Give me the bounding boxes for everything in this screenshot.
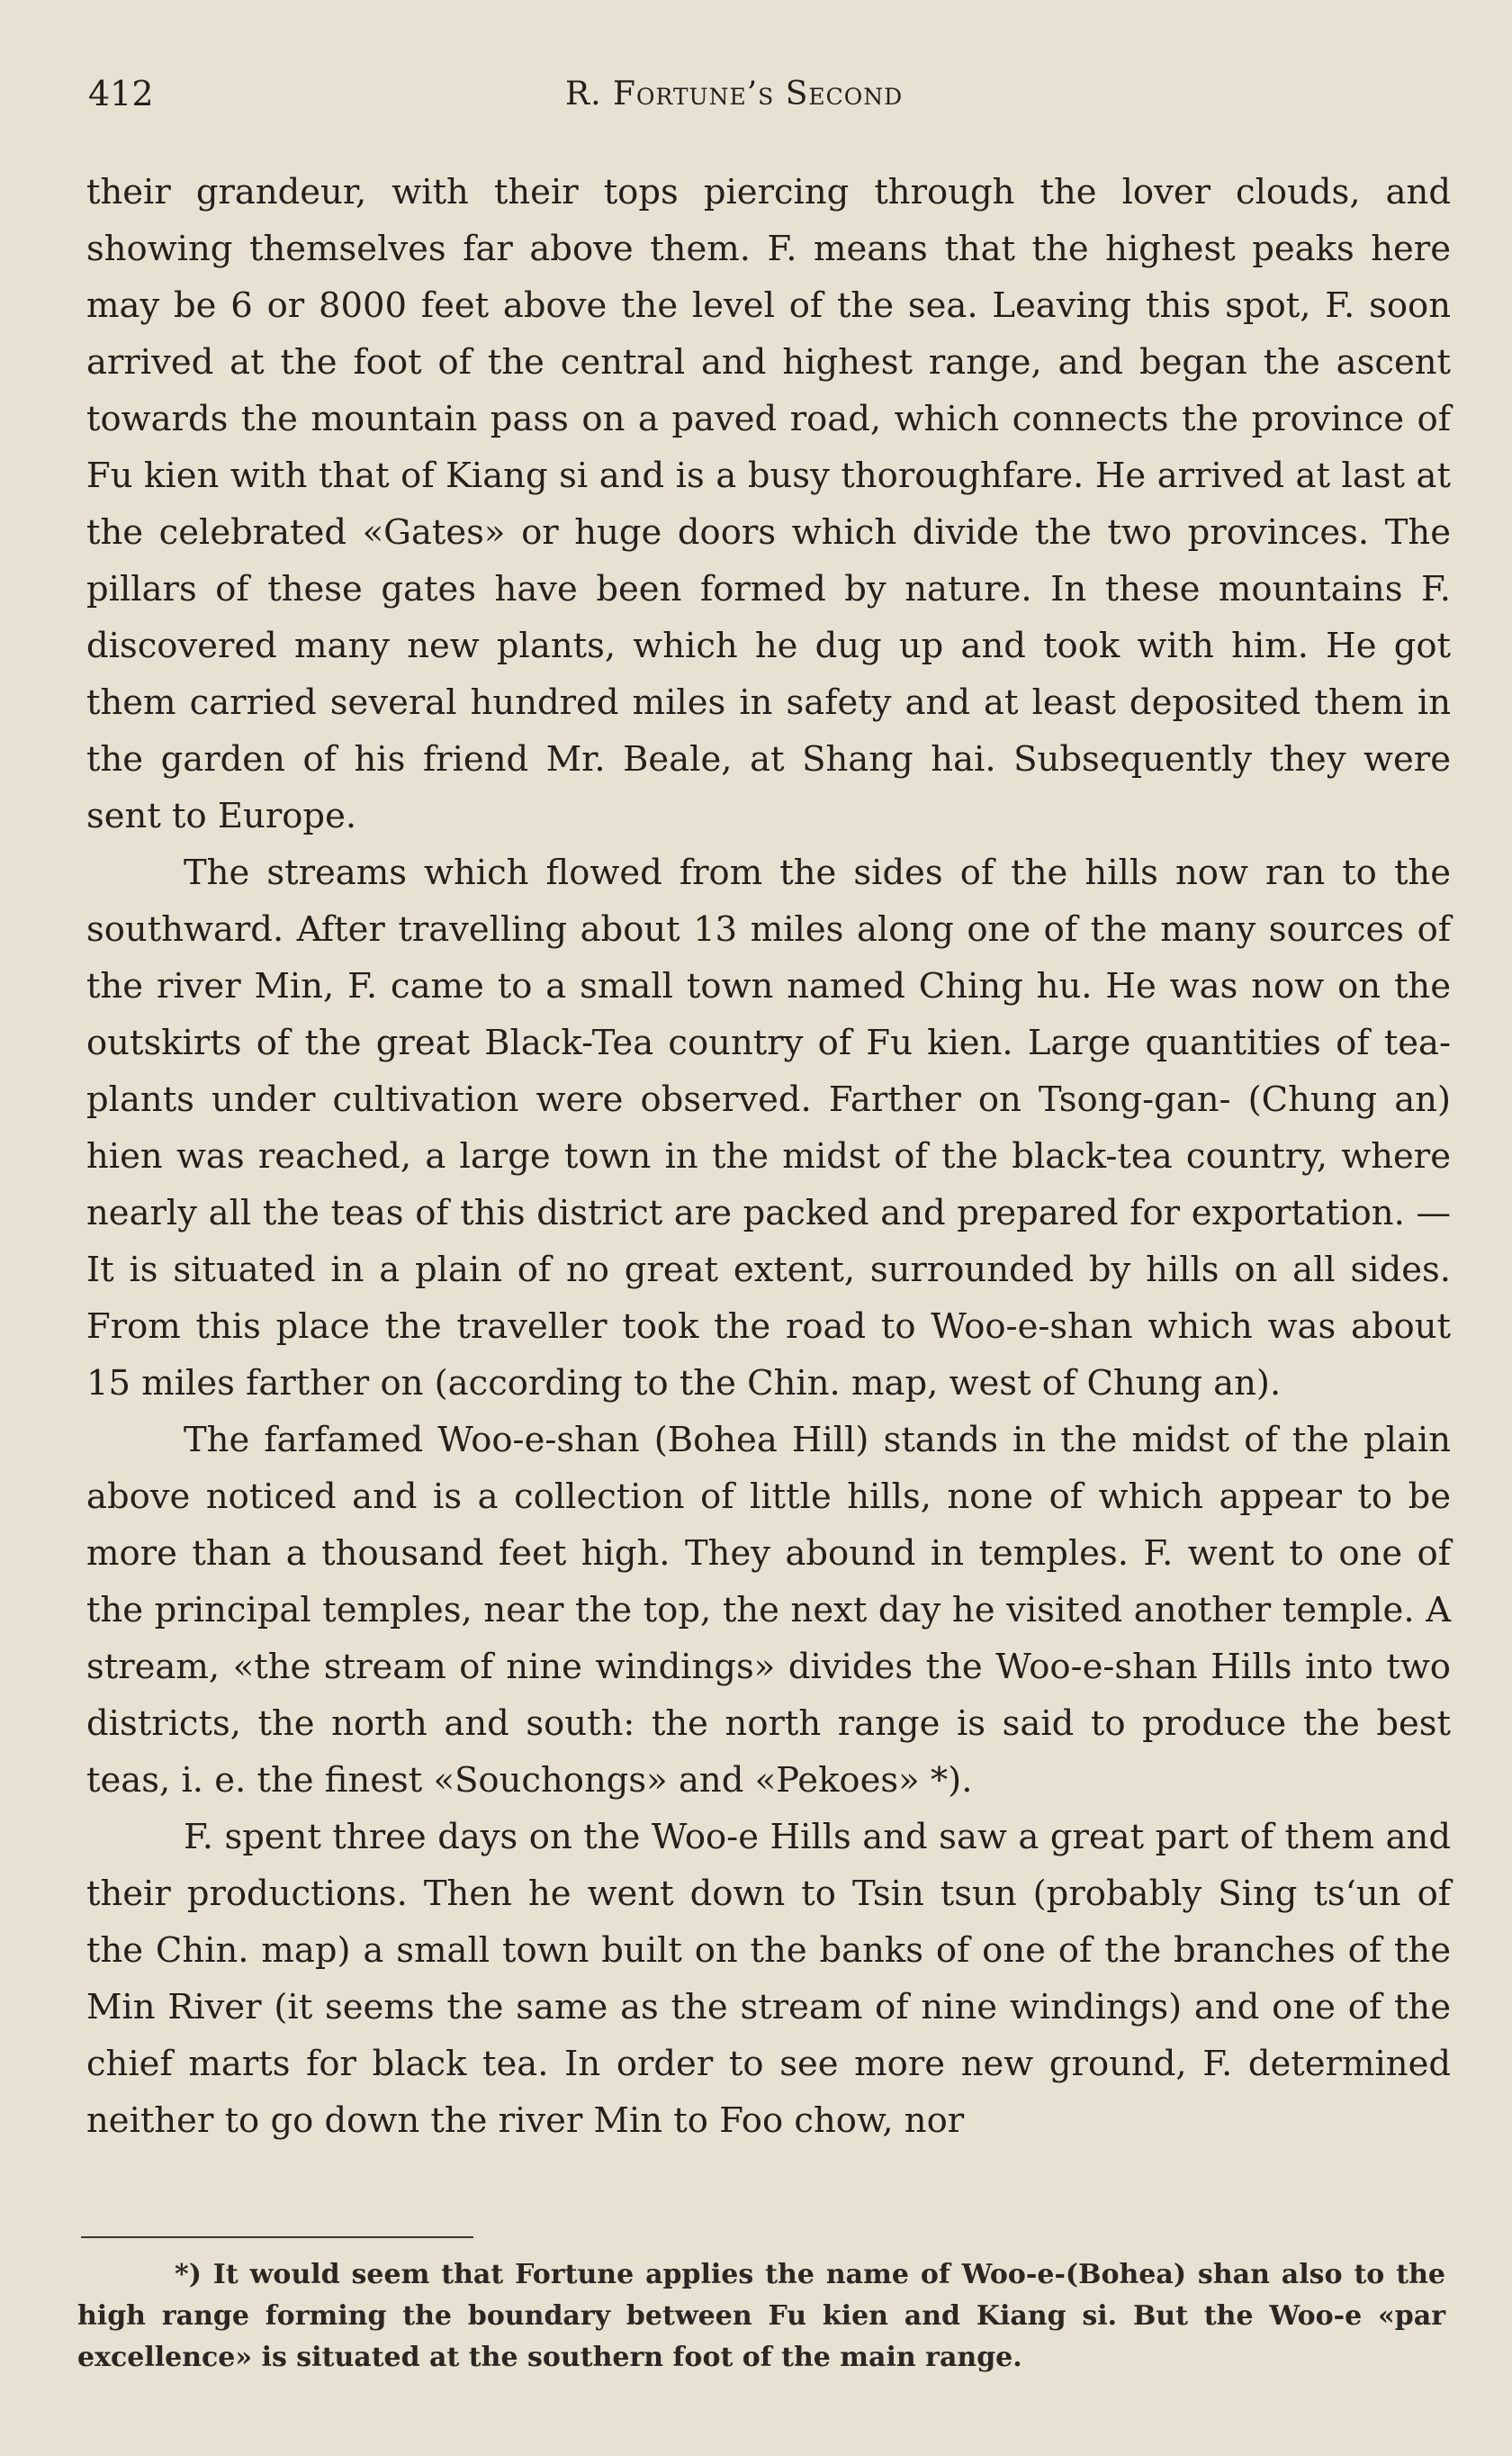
footnote-divider (81, 2236, 473, 2238)
paragraph: The farfamed Woo-e-shan (Bohea Hill) stands in the midst of the plain above noticed and is a collection of little hills, none of which appear to be more than a thousand feet high. They abound in temples. F. went to one of the principal temples, near the top, the next day he visited another temple. A stream, «the stream of nine windings» divides the Woo-e-shan Hills into two districts, the north and south: the north range is said to produce the best teas, i. e. the finest «Souchongs» and «Pekoes» *). (86, 1420, 1451, 1801)
paragraph: F. spent three days on the Woo-e Hills and saw a great part of them and their productions. Then he went down to Tsin tsun (probably Sing ts‘un of the Chin. map) a small town built on the banks of one of the branches of the Min River (it seems the same as the stream of nine windings) and one of the chief marts for black tea. In order to see more new ground, F. determined neither to go down the river Min to Foo chow, nor (86, 1817, 1451, 2141)
body-text (86, 164, 1451, 2149)
footnote (77, 2254, 1445, 2379)
running-head (88, 74, 1424, 128)
running-title: R. Fortune’s Second (565, 76, 904, 113)
page-number: 412 (88, 74, 154, 113)
paragraph: The streams which flowed from the sides of the hills now ran to the southward. After travelling about 13 miles along one of the many sources of the river Min, F. came to a small town named Ching hu. He was now on the outskirts of the great Black-Tea country of Fu kien. Large quantities of tea-plants under cultivation were observed. Farther on Tsong-gan- (Chung an) hien was reached, a large town in the midst of the black-tea country, where nearly all the teas of this district are packed and prepared for exportation. — It is situated in a plain of no great extent, surrounded by hills on all sides. From this place the traveller took the road to Woo-e-shan which was about 15 miles farther on (according to the Chin. map, west of Chung an). (86, 853, 1451, 1404)
paragraph-continued: their grandeur, with their tops piercing through the lover clouds, and showing themselves far above them. F. means that the highest peaks here may be 6 or 8000 feet above the level of the sea. Leaving this spot, F. soon arrived at the foot of the central and highest range, and began the ascent towards the mountain pass on a paved road, which connects the province of Fu kien with that of Kiang si and is a busy thoroughfare. He arrived at last at the celebrated «Gates» or huge doors which divide the two provinces. The pillars of these gates have been formed by nature. In these mountains F. discovered many new plants, which he dug up and took with him. He got them carried several hundred miles in safety and at least deposited them in the garden of his friend Mr. Beale, at Shang hai. Subsequently they were sent to Europe. (86, 172, 1451, 836)
footnote-text: *) It would seem that Fortune applies the name of Woo-e-(Bohea) shan also to the high range forming the boundary between Fu kien and Kiang si. But the Woo-e «par excellence» is situated at the southern foot of the main range. (77, 2259, 1445, 2373)
